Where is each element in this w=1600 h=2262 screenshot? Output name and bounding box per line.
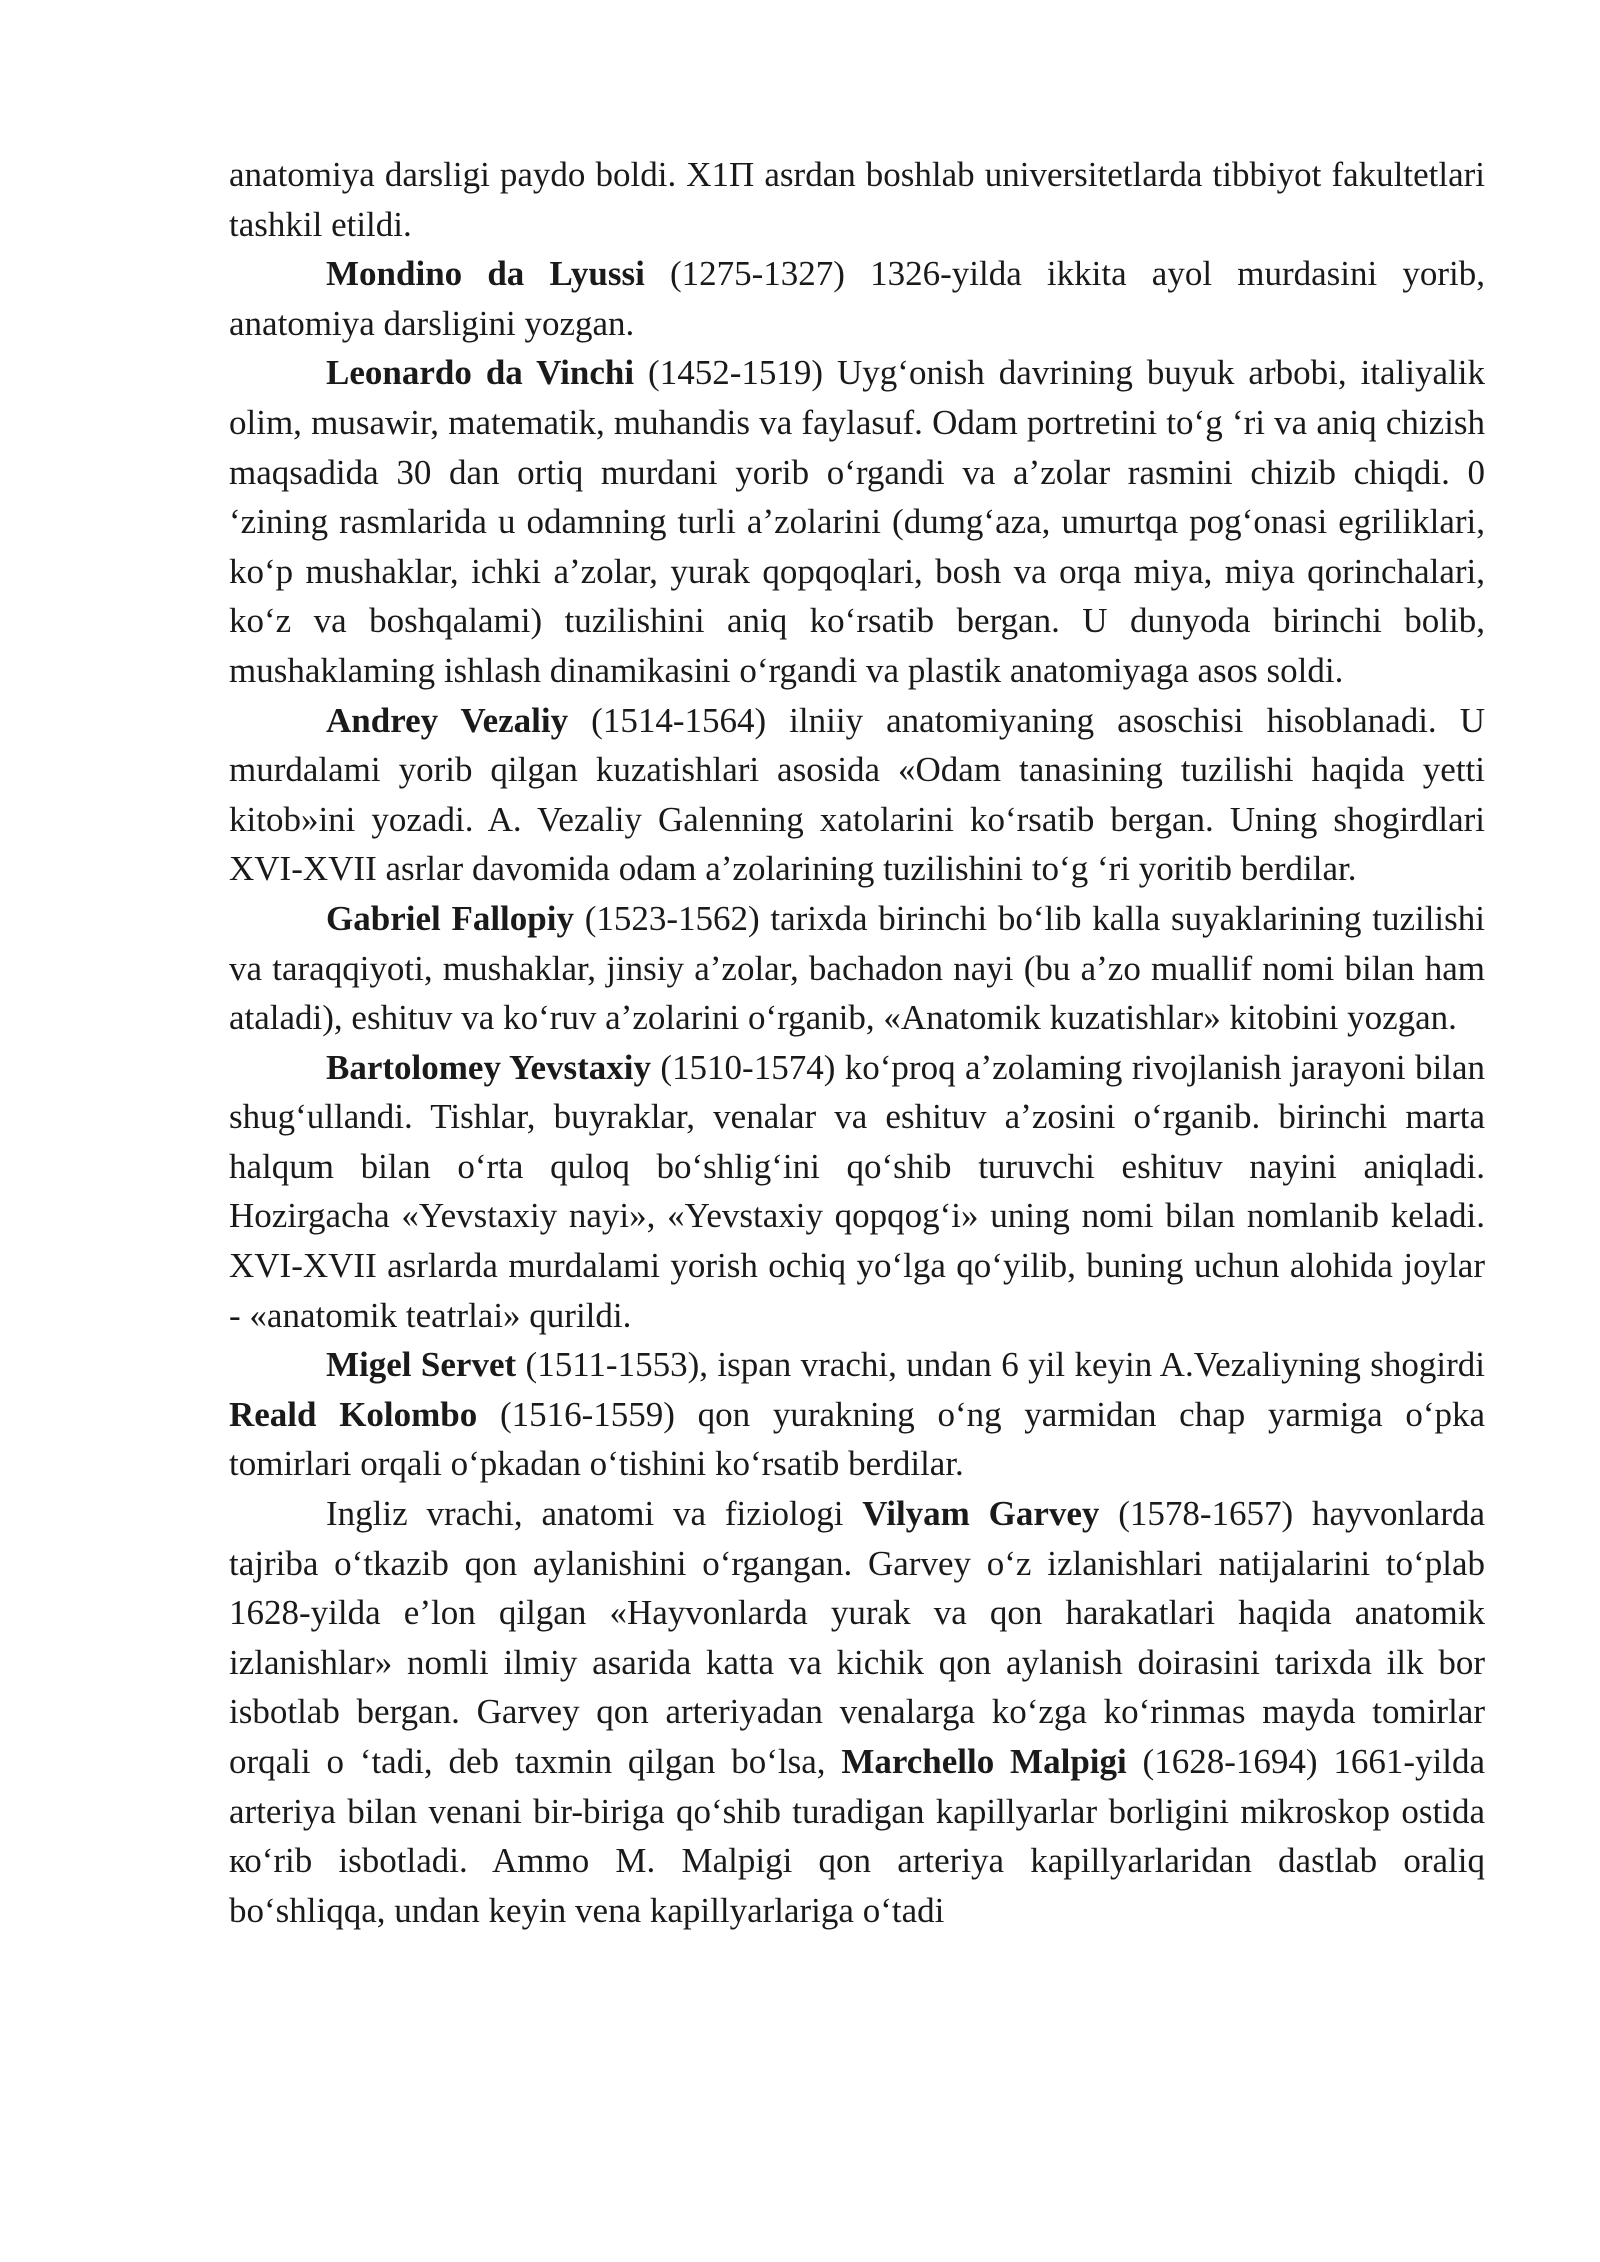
paragraph-text: Ingliz vrachi, anatomi va fiziologi <box>326 1494 863 1534</box>
paragraph-yevstaxiy <box>229 1043 1485 1341</box>
person-name: Gabriel Fallopiy <box>326 898 574 938</box>
paragraph-text: (1511-1553), ispan vrachi, undan 6 yil keyin A.Vezaliyning shogirdi <box>516 1345 1485 1385</box>
paragraph-servet <box>229 1340 1485 1489</box>
paragraph-mondino <box>229 249 1485 348</box>
paragraph-continuation <box>229 150 1485 249</box>
paragraph-leonardo <box>229 348 1485 695</box>
document-page <box>229 150 1485 1935</box>
person-name: Mondino da Lyussi <box>326 254 645 294</box>
paragraph-text: (1275-1327) 1326-yilda ikkita ayol murdasini yorib, anatomiya darsligini yozgan. <box>229 254 1486 343</box>
paragraph-text: (1510-1574) koʻproq aʼzolaming rivojlanish jarayoni bilan shugʻullandi. Tishlar, buyraklar, venalar va eshituv aʼzosini oʻrganib. birinchi marta halqum bilan oʻrta quloq boʻshligʻini qoʻshib turuvchi eshituv nayini aniqladi. Hozirgacha «Yevstaxiy nayi», «Yevstaxiy qopqogʻi» uning nomi bilan nomlanib keladi. XVI-XVII asrlarda murdalami yorish ochiq yoʻlga qoʻyilib, buning uchun alohida joylar - «anatomik teatrlai» qurildi. <box>229 1047 1485 1335</box>
person-name: Reald Kolombo <box>229 1394 478 1434</box>
paragraph-text: (1516-1559) qon yurakning oʻng yarmidan chap yarmiga oʻpka tomirlari orqali oʻpkadan oʻtishini koʻrsatib berdilar. <box>229 1394 1486 1484</box>
person-name: Andrey Vezaliy <box>326 700 569 740</box>
paragraph-text: anatomiya darsligi paydo boldi. X1П asrdan boshlab universitetlarda tibbiyot fakultetlari tashkil etildi. <box>229 155 1485 244</box>
paragraph-text: (1514-1564) ilniiy anatomiyaning asoschisi hisoblanadi. U murdalami yorib qilgan kuzatishlari asosida «Odam tanasining tuzilishi haqida yetti kitob»ini yozadi. A. Vezaliy Galenning xatolarini koʻrsatib bergan. Uning shogirdlari XVI-XVII asrlar davomida odam aʼzolarining tuzilishini toʻg ʻri yoritib berdilar. <box>229 700 1485 889</box>
person-name: Bartolomey Yevstaxiy <box>326 1047 651 1087</box>
paragraph-garvey <box>229 1489 1485 1935</box>
person-name: Leonardo da Vinchi <box>326 353 635 393</box>
person-name: Vilyam Garvey <box>862 1494 1100 1534</box>
paragraph-text: (1452-1519) Uygʻonish davrining buyuk arbobi, italiyalik olim, musawir, matematik, muhandis va faylasuf. Odam portretini toʻg ʻri va aniq chizish maqsadida 30 dan ortiq murdani yorib oʻrgandi va aʼzolar rasmini chizib chiqdi. 0 ʻzining rasmlarida u odamning turli aʼzolarini (dumgʻaza, umurtqa pogʻonasi egriliklari, koʻp mushaklar, ichki aʼzolar, yurak qopqoqlari, bosh va orqa miya, miya qorinchalari, koʻz va boshqalami) tuzilishini aniq koʻrsatib bergan. U dunyoda birinchi bolib, mushaklaming ishlash dinamikasini oʻrgandi va plastik anatomiyaga asos soldi. <box>229 353 1485 690</box>
person-name: Marchello Malpigi <box>841 1742 1127 1781</box>
person-name: Migel Servet <box>326 1345 517 1385</box>
paragraph-text: (1628-1694) 1661-yilda arteriya bilan venani bir-biriga qoʻshib turadigan kapillyarlar borligini mikroskop ostida коʻrib isbotladi. Ammo M. Malpigi qon arteriya kapillyarlaridan dastlab oraliq boʻshliqqa, undan keyin vena kapillyarlariga oʻtadi <box>229 1742 1485 1930</box>
paragraph-vezaliy <box>229 696 1485 894</box>
paragraph-fallopiy <box>229 894 1485 1043</box>
paragraph-text: (1523-1562) tarixda birinchi boʻlib kalla suyaklarining tuzilishi va taraqqiyoti, mushaklar, jinsiy aʼzolar, bachadon nayi (bu aʼzo muallif nomi bilan ham ataladi), eshituv va koʻruv aʼzolarini oʻrganib, «Anatomik kuzatishlar» kitobini yozgan. <box>229 898 1485 1038</box>
paragraph-text: (1578-1657) hayvonlarda tajriba oʻtkazib qon aylanishini oʻrgangan. Garvey oʻz izlanishlari natijalarini toʻplab 1628-yilda eʼlon qilgan «Hayvonlarda yurak va qon harakatlari haqida anatomik izlanishlar» nomli ilmiy asarida katta va kichik qon aylanish doirasini tarixda ilk bor isbotlab bergan. Garvey qon arteriyadan venalarga koʻzga koʻrinmas mayda tomirlar orqali o ʻtadi, deb taxmin qilgan boʻlsa, <box>229 1494 1486 1781</box>
